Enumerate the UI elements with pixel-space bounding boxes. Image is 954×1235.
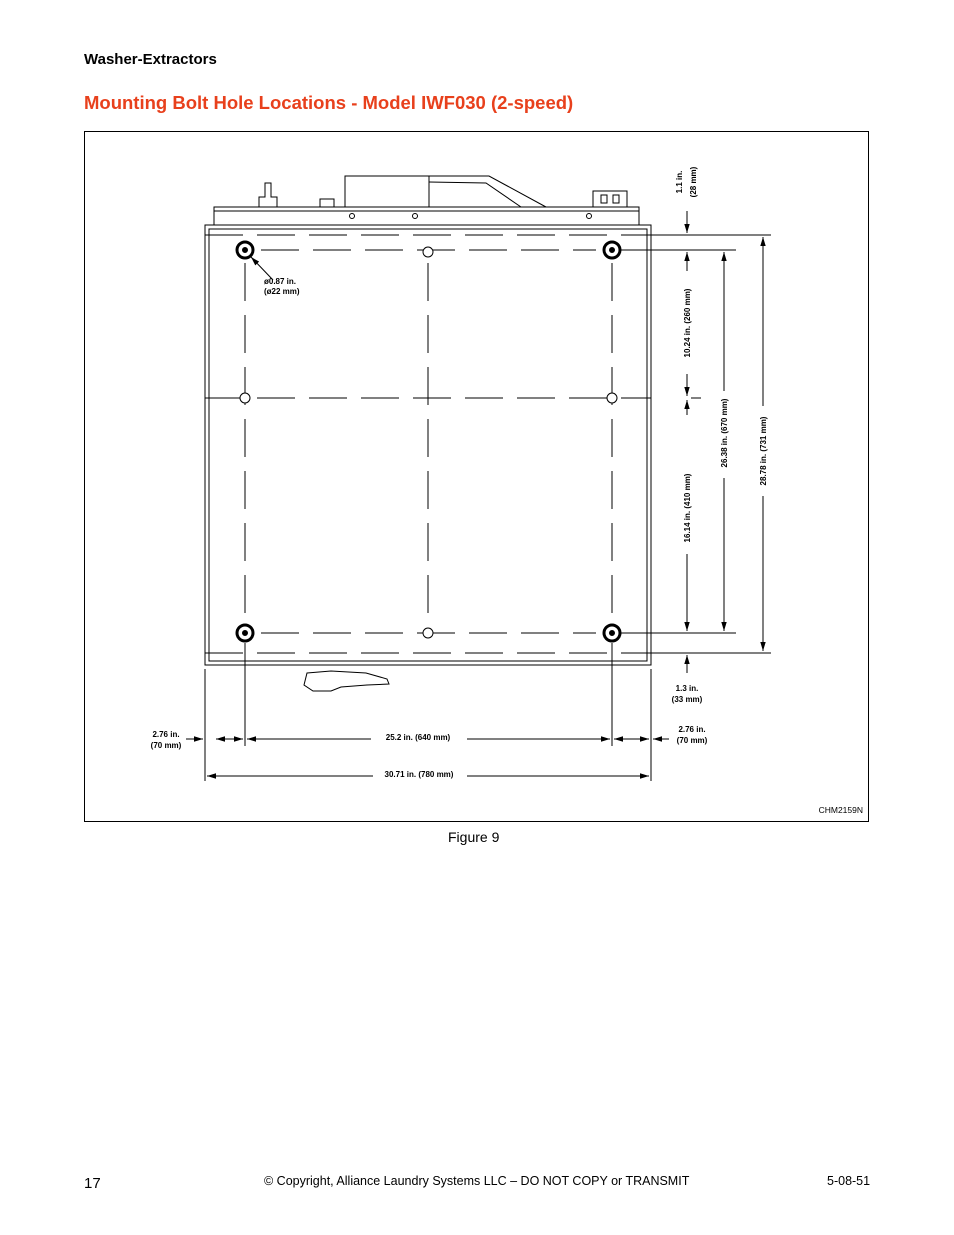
dim-left-offset-label-mm: (70 mm) — [150, 741, 182, 750]
figure-frame — [84, 131, 869, 822]
document-number: 5-08-51 — [827, 1174, 871, 1188]
dim-hole-spacing-label: 25.2 in. (640 mm) — [385, 733, 451, 742]
machine-top-components — [214, 176, 639, 225]
dim-overall-width-label: 30.71 in. (780 mm) — [384, 770, 454, 779]
dim-mid-label: 26.38 in. (670 mm) — [720, 398, 729, 468]
page-number: 17 — [84, 1175, 101, 1192]
figure-caption: Figure 9 — [448, 829, 500, 845]
hole-diameter-label-mm: (ø22 mm) — [264, 287, 300, 296]
copyright-notice: © Copyright, Alliance Laundry Systems LLC – DO NOT COPY or TRANSMIT — [264, 1174, 690, 1188]
drawing-id: CHM2159N — [818, 805, 863, 815]
dim-lower-label: 16.14 in. (410 mm) — [683, 473, 692, 543]
dim-left-offset-label: 2.76 in. — [152, 730, 180, 739]
center-lines — [205, 235, 651, 653]
hole-diameter-label: ø0.87 in. — [264, 277, 297, 286]
dim-overall-depth-label: 28.78 in. (731 mm) — [759, 416, 768, 486]
dim-right-offset-label-mm: (70 mm) — [676, 736, 708, 745]
dim-upper-label: 10.24 in. (260 mm) — [683, 288, 692, 358]
dim-bottom-right-label: 1.3 in. — [675, 684, 699, 693]
page-title: Mounting Bolt Hole Locations - Model IWF030 (2-speed) — [84, 92, 574, 113]
dim-bottom-right-label-mm: (33 mm) — [671, 695, 703, 704]
dim-top-label: 1.1 in. — [675, 170, 684, 194]
dim-top-label-mm: (28 mm) — [689, 166, 698, 198]
mounting-diagram — [85, 132, 870, 823]
section-header: Washer-Extractors — [84, 51, 217, 68]
dim-right-offset-label: 2.76 in. — [678, 725, 706, 734]
